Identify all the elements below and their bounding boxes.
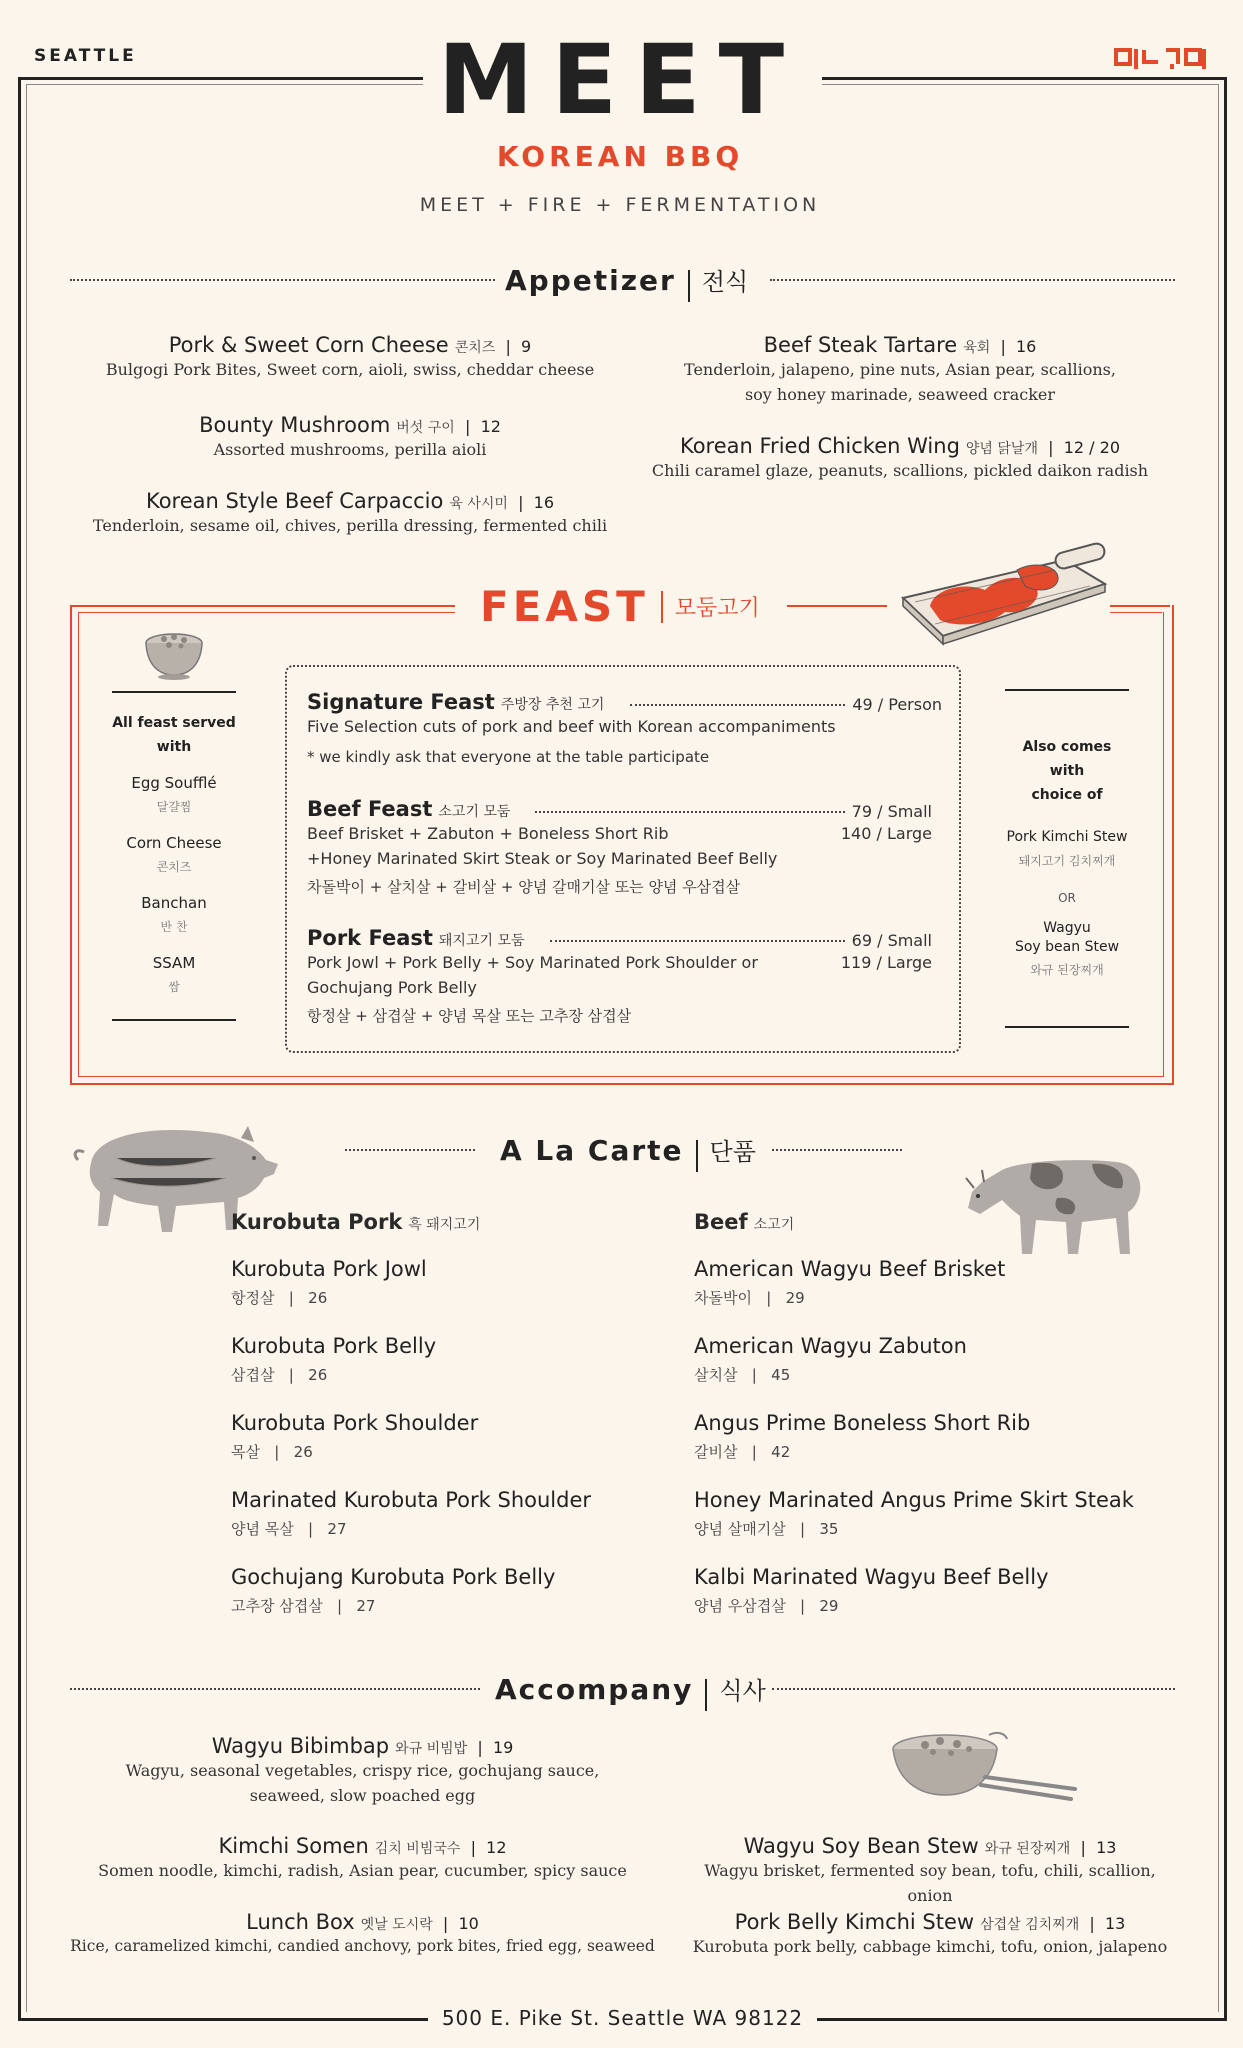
carte-item-ko: 갈비살 bbox=[694, 1443, 738, 1461]
item-name-ko: 육 사시미 bbox=[449, 496, 508, 512]
item-name: Pork & Sweet Corn Cheese bbox=[168, 333, 449, 357]
side-item-name: SSAM bbox=[152, 954, 196, 972]
price-value: 49 / Person bbox=[852, 695, 942, 714]
carte-item-name: Kurobuta Pork Belly bbox=[231, 1334, 437, 1358]
item-name: Kimchi Somen bbox=[218, 1834, 369, 1858]
menu-item bbox=[640, 333, 1160, 407]
side-item-ko: 반 찬 bbox=[160, 920, 188, 934]
menu-item bbox=[80, 413, 620, 462]
carte-item-ko: 차돌박이 bbox=[694, 1289, 752, 1307]
meat-board-illustration bbox=[895, 540, 1115, 655]
divider bbox=[1005, 689, 1129, 691]
item-description: Rice, caramelized kimchi, candied anchovy, pork bites, fried egg, seaweed bbox=[70, 1937, 655, 1955]
item-name: Pork Belly Kimchi Stew bbox=[734, 1910, 975, 1934]
item-name-ko: 와규 된장찌개 bbox=[984, 1841, 1071, 1857]
item-name-ko: 콘치즈 bbox=[454, 340, 496, 356]
brand-logo bbox=[1114, 47, 1209, 71]
category-title: Kurobuta Pork bbox=[231, 1210, 403, 1234]
item-name: Wagyu Soy Bean Stew bbox=[743, 1834, 979, 1858]
item-description: Wagyu brisket, fermented soy bean, tofu, chili, scallion, onion bbox=[704, 1861, 1156, 1905]
feast-item-beef bbox=[307, 797, 942, 900]
menu-item bbox=[80, 489, 620, 538]
carte-item-price: 42 bbox=[771, 1443, 791, 1461]
feast-item-note: * we kindly ask that everyone at the table participate bbox=[307, 748, 710, 766]
accompany-title-ko: 식사 bbox=[719, 1677, 766, 1705]
side-item-ko: 달걀찜 bbox=[156, 800, 192, 814]
carte-item-name: American Wagyu Beef Brisket bbox=[694, 1257, 1006, 1281]
category-title: Beef bbox=[694, 1210, 748, 1234]
price-value: 79 / Small bbox=[851, 802, 932, 821]
appetizer-divider-left bbox=[70, 279, 495, 281]
carte-item bbox=[231, 1411, 651, 1462]
leader-dots bbox=[535, 811, 845, 813]
title-separator bbox=[661, 591, 663, 623]
price-value: 119 / Large bbox=[840, 953, 932, 972]
side-option-name: Wagyu bbox=[1043, 920, 1091, 936]
frame-bottom-left bbox=[18, 2018, 428, 2021]
carte-item-price: 29 bbox=[819, 1597, 839, 1615]
menu-item bbox=[640, 434, 1160, 483]
carte-item-price: 27 bbox=[327, 1520, 347, 1538]
alacarte-divider-left bbox=[345, 1149, 475, 1151]
feast-item-ko: 돼지고기 모둠 bbox=[438, 933, 525, 949]
side-item-ko: 쌈 bbox=[168, 980, 180, 994]
feast-item-description: Beef Brisket + Zabuton + Boneless Short Rib bbox=[307, 824, 669, 843]
carte-item bbox=[694, 1565, 1154, 1616]
accompany-divider-right bbox=[772, 1688, 1175, 1690]
carte-item-price: 27 bbox=[356, 1597, 376, 1615]
menu-item bbox=[680, 1834, 1180, 1908]
leader-dots bbox=[550, 940, 845, 942]
accompany-divider-left bbox=[70, 1688, 480, 1690]
side-item-ko: 콘치즈 bbox=[156, 860, 192, 874]
carte-item-name: American Wagyu Zabuton bbox=[694, 1334, 967, 1358]
carte-item-sub: 목살 | 26 bbox=[231, 1443, 313, 1461]
price-value: 69 / Small bbox=[851, 931, 932, 950]
carte-item bbox=[231, 1257, 651, 1308]
appetizer-heading bbox=[505, 262, 765, 302]
city-label: SEATTLE bbox=[34, 46, 137, 66]
menu-item bbox=[680, 1910, 1180, 1959]
feast-top-line-right2 bbox=[1110, 605, 1170, 607]
carte-item-name: Honey Marinated Angus Prime Skirt Steak bbox=[694, 1488, 1134, 1512]
item-description: seaweed, slow poached egg bbox=[249, 1786, 476, 1805]
carte-item-sub: 항정살 | 26 bbox=[231, 1289, 328, 1307]
feast-item-description: Pork Jowl + Pork Belly + Soy Marinated Pork Shoulder or bbox=[307, 953, 758, 972]
restaurant-subtitle: KOREAN BBQ bbox=[496, 140, 744, 173]
feast-item-description: Five Selection cuts of pork and beef with Korean accompaniments bbox=[307, 717, 836, 736]
side-item bbox=[112, 831, 236, 879]
carte-item-ko: 목살 bbox=[231, 1443, 260, 1461]
title-separator bbox=[705, 1679, 707, 1711]
frame-top-left bbox=[18, 77, 423, 80]
item-price: | 10 bbox=[432, 1914, 479, 1933]
item-price: | 19 bbox=[467, 1738, 514, 1757]
item-description: Somen noodle, kimchi, radish, Asian pear, cucumber, spicy sauce bbox=[98, 1861, 627, 1880]
carte-item-sub: 살치살 | 45 bbox=[694, 1366, 791, 1384]
item-price: | 13 bbox=[1079, 1914, 1126, 1933]
beef-column bbox=[694, 1210, 1154, 1616]
category-title-ko: 흑 돼지고기 bbox=[408, 1217, 481, 1233]
item-name-ko: 양념 닭날개 bbox=[965, 441, 1038, 457]
item-price: | 12 bbox=[460, 1838, 507, 1857]
feast-item-name: Signature Feast bbox=[307, 690, 495, 714]
side-item-name: Egg Soufflé bbox=[131, 774, 217, 792]
side-option bbox=[1005, 919, 1129, 980]
carte-item-ko: 살치살 bbox=[694, 1366, 738, 1384]
side-option-name: Soy bean Stew bbox=[1014, 939, 1120, 955]
feast-item-price bbox=[841, 801, 932, 845]
carte-item bbox=[694, 1488, 1154, 1539]
category-heading bbox=[694, 1210, 1154, 1234]
item-name: Bounty Mushroom bbox=[199, 413, 391, 437]
category-title-ko: 소고기 bbox=[753, 1217, 795, 1233]
item-description: Tenderloin, sesame oil, chives, perilla dressing, fermented chili bbox=[92, 516, 608, 535]
divider bbox=[112, 691, 236, 693]
side-option bbox=[1005, 825, 1129, 873]
item-description: Assorted mushrooms, perilla aioli bbox=[213, 440, 487, 459]
carte-item bbox=[694, 1257, 1154, 1308]
carte-item-price: 45 bbox=[771, 1366, 791, 1384]
alacarte-title-ko: 단품 bbox=[709, 1138, 756, 1166]
price-value: 140 / Large bbox=[840, 824, 932, 843]
heading-line: choice of bbox=[1031, 787, 1103, 803]
carte-item-ko: 양념 살매기살 bbox=[694, 1520, 786, 1538]
feast-top-line-right bbox=[787, 605, 887, 607]
price-value: 10 bbox=[458, 1914, 479, 1933]
feast-side-heading bbox=[1005, 735, 1129, 807]
divider bbox=[112, 1019, 236, 1021]
frame-inner-top-left bbox=[26, 84, 423, 85]
price-value: 19 bbox=[492, 1738, 514, 1757]
item-name: Korean Style Beef Carpaccio bbox=[145, 489, 444, 513]
carte-item-ko: 양념 우삼겹살 bbox=[694, 1597, 786, 1615]
carte-item-name: Kurobuta Pork Jowl bbox=[231, 1257, 427, 1281]
carte-item bbox=[231, 1565, 651, 1616]
accompany-heading bbox=[495, 1671, 770, 1711]
frame-bottom-right bbox=[817, 2018, 1227, 2021]
carte-item-name: Kalbi Marinated Wagyu Beef Belly bbox=[694, 1565, 1049, 1589]
frame-left bbox=[18, 77, 21, 2020]
accompany-title: Accompany bbox=[495, 1673, 694, 1706]
carte-item-price: 26 bbox=[293, 1443, 313, 1461]
heading-line: Also comes with bbox=[1022, 739, 1112, 779]
heading-line: All feast served bbox=[112, 715, 236, 731]
feast-item-name: Pork Feast bbox=[307, 926, 433, 950]
feast-item-description-ko: 차돌박이 + 살치살 + 갈비살 + 양념 갈매기살 또는 양념 우삼겹살 bbox=[307, 878, 741, 896]
price-value: 13 bbox=[1096, 1838, 1117, 1857]
frame-top-right bbox=[822, 77, 1227, 80]
price-value: 13 bbox=[1104, 1914, 1126, 1933]
item-name: Wagyu Bibimbap bbox=[211, 1734, 390, 1758]
price-value: 12 bbox=[480, 417, 501, 436]
side-item bbox=[112, 891, 236, 939]
item-price: | 13 bbox=[1070, 1838, 1117, 1857]
alacarte-heading bbox=[500, 1132, 770, 1172]
item-name: Lunch Box bbox=[246, 1910, 355, 1934]
feast-item-price bbox=[852, 694, 942, 716]
feast-item-description-ko: 항정살 + 삼겹살 + 양념 목살 또는 고추장 삼겹살 bbox=[307, 1007, 632, 1025]
item-price: | 9 bbox=[495, 337, 532, 356]
item-description: Wagyu, seasonal vegetables, crispy rice, gochujang sauce, bbox=[125, 1761, 600, 1780]
side-item-name: Corn Cheese bbox=[126, 834, 222, 852]
carte-item-sub: 양념 우삼겹살 | 29 bbox=[694, 1597, 839, 1615]
item-price: | 12 bbox=[454, 417, 501, 436]
feast-item-ko: 주방장 추천 고기 bbox=[500, 697, 605, 713]
carte-item-name: Kurobuta Pork Shoulder bbox=[231, 1411, 479, 1435]
category-heading bbox=[231, 1210, 651, 1234]
side-option-ko: 와규 된장찌개 bbox=[1030, 963, 1104, 977]
carte-item bbox=[694, 1411, 1154, 1462]
carte-item-ko: 삼겹살 bbox=[231, 1366, 275, 1384]
bibimbap-bowl-illustration bbox=[885, 1725, 1080, 1805]
price-value: 9 bbox=[521, 337, 532, 356]
appetizer-divider-right bbox=[770, 279, 1175, 281]
restaurant-title: MEET bbox=[437, 24, 803, 136]
side-item bbox=[112, 771, 236, 819]
price-value: 16 bbox=[533, 493, 555, 512]
carte-item-price: 26 bbox=[308, 1289, 328, 1307]
feast-side-left bbox=[112, 625, 236, 1021]
feast-item-name: Beef Feast bbox=[307, 797, 433, 821]
feast-top-line-left-inner bbox=[78, 612, 455, 613]
tagline: MEET + FIRE + FERMENTATION bbox=[419, 194, 821, 216]
carte-item-sub: 양념 살매기살 | 35 bbox=[694, 1520, 839, 1538]
carte-item-sub: 삼겹살 | 26 bbox=[231, 1366, 328, 1384]
divider bbox=[1005, 1026, 1129, 1028]
title-separator bbox=[688, 270, 690, 302]
feast-title: FEAST bbox=[480, 582, 649, 631]
item-name-ko: 육회 bbox=[963, 340, 991, 356]
carte-item-ko: 고추장 삼겹살 bbox=[231, 1597, 323, 1615]
menu-item bbox=[70, 1834, 655, 1883]
feast-top-line-right-inner bbox=[1110, 612, 1162, 613]
price-value: 12 bbox=[486, 1838, 507, 1857]
item-description: soy honey marinade, seaweed cracker bbox=[744, 385, 1056, 404]
or-label: OR bbox=[1058, 891, 1076, 905]
carte-item-name: Gochujang Kurobuta Pork Belly bbox=[231, 1565, 556, 1589]
carte-item bbox=[231, 1334, 651, 1385]
item-name-ko: 와규 비빔밥 bbox=[395, 1741, 468, 1757]
feast-item-pork bbox=[307, 926, 942, 1029]
alacarte-divider-right bbox=[772, 1149, 902, 1151]
side-option-ko: 돼지고기 김치찌개 bbox=[1018, 854, 1116, 868]
feast-item-ko: 소고기 모둠 bbox=[438, 804, 511, 820]
appetizer-title-ko: 전식 bbox=[701, 268, 749, 296]
title-separator bbox=[696, 1140, 698, 1172]
pork-column bbox=[231, 1210, 651, 1616]
heading-line: with bbox=[156, 739, 192, 755]
carte-item-sub: 양념 목살 | 27 bbox=[231, 1520, 347, 1538]
item-name-ko: 김치 비빔국수 bbox=[374, 1841, 461, 1857]
menu-item bbox=[80, 333, 620, 382]
feast-top-line-left bbox=[70, 605, 455, 607]
carte-item-name: Marinated Kurobuta Pork Shoulder bbox=[231, 1488, 592, 1512]
feast-item-description: +Honey Marinated Skirt Steak or Soy Marinated Beef Belly bbox=[307, 849, 778, 868]
item-price: | 16 bbox=[507, 493, 555, 512]
item-description: Chili caramel glaze, peanuts, scallions, pickled daikon radish bbox=[651, 461, 1149, 480]
item-name: Beef Steak Tartare bbox=[763, 333, 958, 357]
frame-inner-left bbox=[26, 84, 27, 2012]
address: 500 E. Pike St. Seattle WA 98122 bbox=[441, 2006, 804, 2030]
frame-right bbox=[1224, 77, 1227, 2020]
alacarte-title: A La Carte bbox=[500, 1134, 684, 1167]
frame-inner-top-right bbox=[822, 84, 1218, 85]
carte-item bbox=[231, 1488, 651, 1539]
feast-side-heading bbox=[112, 711, 236, 759]
frame-inner-right bbox=[1218, 84, 1219, 2012]
carte-item-ko: 항정살 bbox=[231, 1289, 275, 1307]
price-value: 12 / 20 bbox=[1063, 438, 1120, 457]
carte-item bbox=[694, 1334, 1154, 1385]
item-price: | 12 / 20 bbox=[1037, 438, 1120, 457]
feast-title-ko: 모둠고기 bbox=[674, 596, 760, 621]
item-description: Kurobuta pork belly, cabbage kimchi, tofu, onion, jalapeno bbox=[692, 1937, 1168, 1956]
feast-heading bbox=[480, 582, 780, 631]
side-item bbox=[112, 951, 236, 999]
carte-item-price: 35 bbox=[819, 1520, 839, 1538]
item-name-ko: 버섯 구이 bbox=[396, 420, 455, 436]
feast-item-description: Gochujang Pork Belly bbox=[307, 978, 477, 997]
carte-item-price: 26 bbox=[308, 1366, 328, 1384]
item-description: Bulgogi Pork Bites, Sweet corn, aioli, swiss, cheddar cheese bbox=[105, 360, 595, 379]
bowl-icon bbox=[112, 625, 236, 687]
item-price: | 16 bbox=[990, 337, 1037, 356]
carte-item-sub: 갈비살 | 42 bbox=[694, 1443, 791, 1461]
feast-side-right bbox=[1005, 689, 1129, 1028]
carte-item-price: 29 bbox=[785, 1289, 805, 1307]
leader-dots bbox=[630, 704, 845, 706]
menu-item bbox=[60, 1910, 665, 1959]
carte-item-ko: 양념 목살 bbox=[231, 1520, 294, 1538]
appetizer-title: Appetizer bbox=[505, 264, 676, 297]
side-item-name: Banchan bbox=[141, 894, 207, 912]
item-name-ko: 옛날 도시락 bbox=[360, 1917, 433, 1933]
menu-item bbox=[70, 1734, 655, 1808]
item-name-ko: 삼겹살 김치찌개 bbox=[980, 1917, 1080, 1933]
carte-item-sub: 차돌박이 | 29 bbox=[694, 1289, 805, 1307]
feast-item-signature bbox=[307, 690, 942, 770]
item-name: Korean Fried Chicken Wing bbox=[679, 434, 960, 458]
carte-item-sub: 고추장 삼겹살 | 27 bbox=[231, 1597, 376, 1615]
feast-item-price bbox=[841, 930, 932, 974]
price-value: 16 bbox=[1016, 337, 1037, 356]
item-description: Tenderloin, jalapeno, pine nuts, Asian pear, scallions, bbox=[684, 360, 1116, 379]
side-option-name: Pork Kimchi Stew bbox=[1006, 829, 1128, 845]
carte-item-name: Angus Prime Boneless Short Rib bbox=[694, 1411, 1031, 1435]
